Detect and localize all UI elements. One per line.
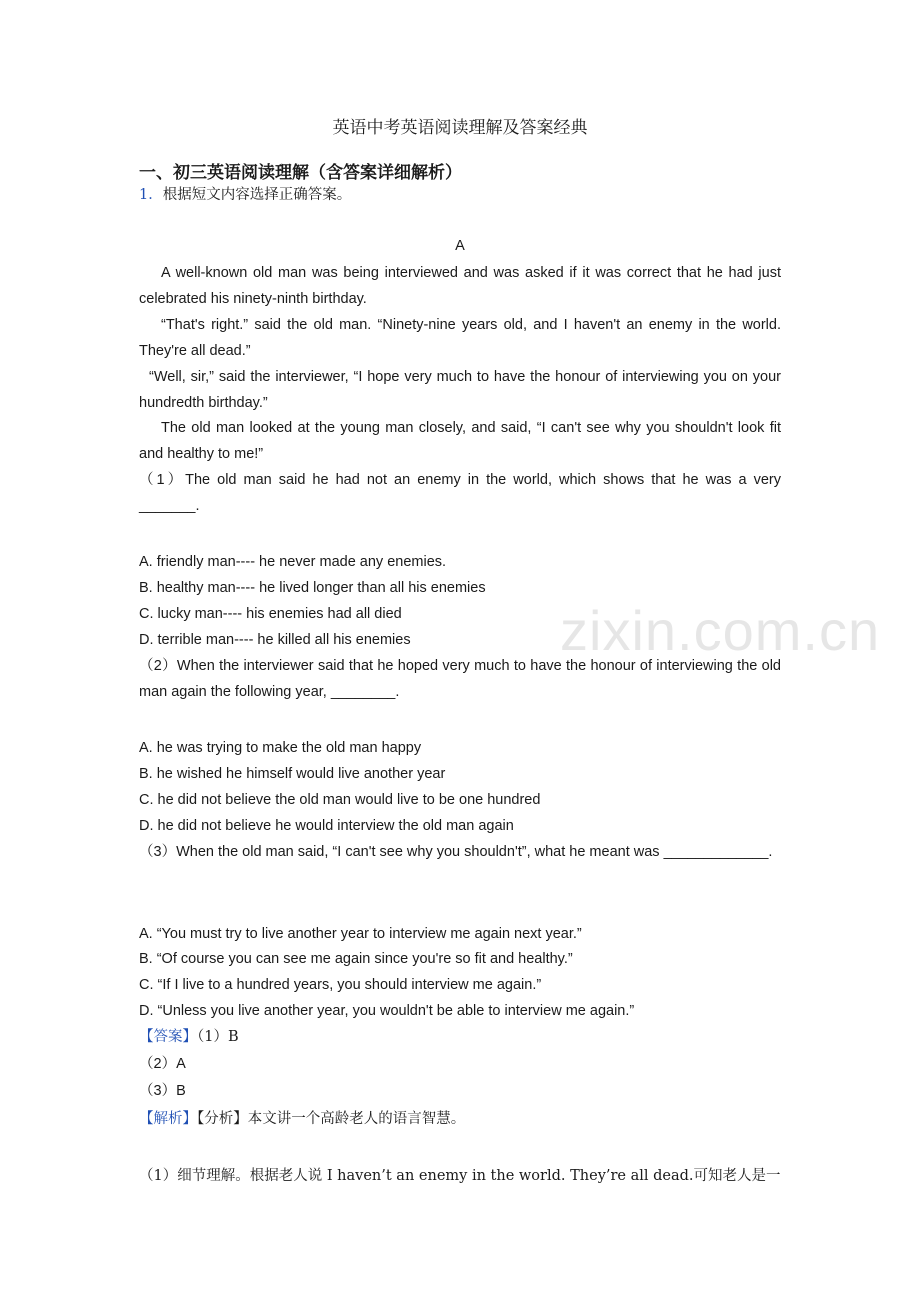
answer-value: （2）A <box>139 1056 186 1072</box>
watermark: zixin.com.cn <box>560 599 881 662</box>
analysis-label: 【解析】 <box>139 1111 197 1127</box>
analysis-detail: （1）细节理解。根据老人说 I haven’t an enemy in the world. They’re all dead.可知老人是一 <box>139 1168 781 1184</box>
answer-label: 【答案】 <box>139 1029 197 1045</box>
question-option: B. healthy man---- he lived longer than all his enemies <box>139 580 486 596</box>
question-option: A. friendly man---- he never made any enemies. <box>139 554 447 570</box>
question-option: D. terrible man---- he killed all his enemies <box>139 632 411 648</box>
question-stem: （3）When the old man said, “I can't see why you shouldn't”, what he meant was _____________. <box>139 844 773 860</box>
question-stem: （1）The old man said he had not an enemy in the world, which shows that he was a very _______. <box>139 472 781 514</box>
passage-paragraph: “Well, sir,” said the interviewer, “I hope very much to have the honour of interviewing you on your hundredth birthday.” <box>139 369 781 411</box>
question-option: D. “Unless you live another year, you wouldn't be able to interview me again.” <box>139 1003 635 1019</box>
question-number: 1． <box>139 187 163 203</box>
analysis-line <box>139 1109 465 1129</box>
question-option: C. “If I live to a hundred years, you should interview me again.” <box>139 977 542 993</box>
question-option: A. “You must try to live another year to interview me again next year.” <box>139 926 582 942</box>
question-intro <box>139 183 351 204</box>
document-page <box>139 0 781 1302</box>
question-option: A. he was trying to make the old man happy <box>139 740 422 756</box>
passage-paragraph: A well-known old man was being interviewed and was asked if it was correct that he had just celebrated his ninety-ninth birthday. <box>139 265 781 307</box>
section-title: 一、初三英语阅读理解（含答案详细解析） <box>139 163 462 183</box>
answer-value: （1）B <box>197 1029 239 1045</box>
question-option: B. he wished he himself would live another year <box>139 766 446 782</box>
question-stem: （2）When the interviewer said that he hoped very much to have the honour of interviewing the old man again the following year, ________. <box>139 658 781 700</box>
question-option: D. he did not believe he would interview the old man again <box>139 818 514 834</box>
document-title: 英语中考英语阅读理解及答案经典 <box>332 118 588 138</box>
passage-label: A <box>455 238 465 254</box>
question-option: B. “Of course you can see me again since you're so fit and healthy.” <box>139 951 573 967</box>
answer-value: （3）B <box>139 1083 186 1099</box>
question-instruction: 根据短文内容选择正确答案。 <box>162 187 352 203</box>
question-option: C. lucky man---- his enemies had all died <box>139 606 402 622</box>
passage-paragraph: The old man looked at the young man closely, and said, “I can't see why you shouldn't look fit and healthy to me!” <box>139 420 781 462</box>
question-option: C. he did not believe the old man would live to be one hundred <box>139 792 541 808</box>
answer-line <box>139 1027 239 1047</box>
passage-paragraph: “That's right.” said the old man. “Ninety-nine years old, and I haven't an enemy in the world. They're all dead.” <box>139 317 781 359</box>
analysis-intro: 【分析】本文讲一个高龄老人的语言智慧。 <box>197 1111 466 1127</box>
